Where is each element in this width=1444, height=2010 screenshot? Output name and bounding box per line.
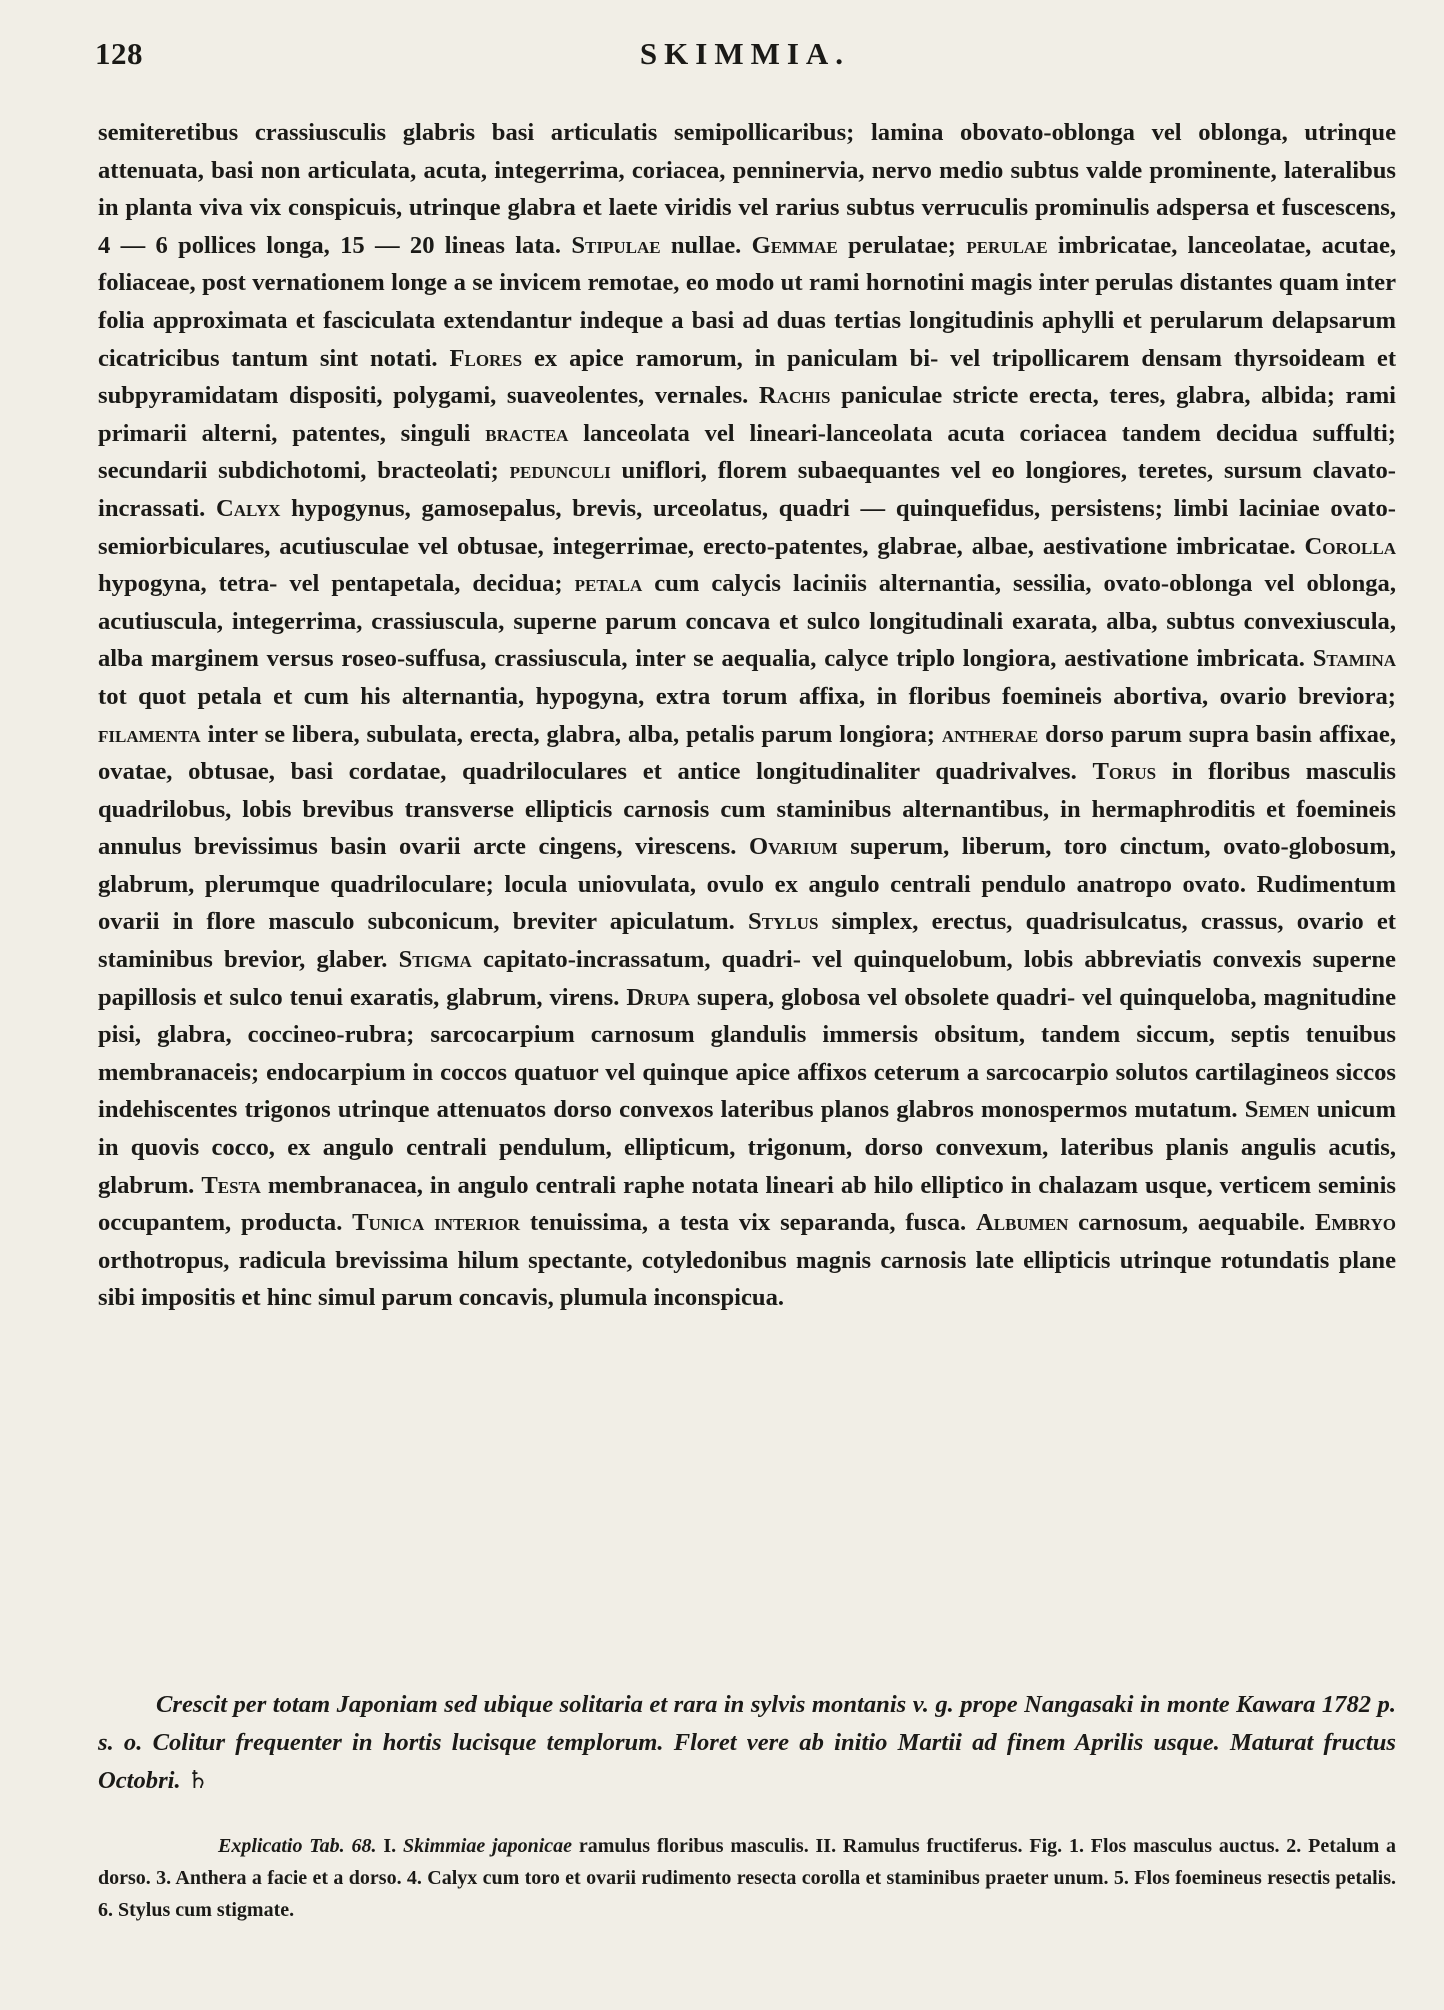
term-drupa: Drupa	[626, 983, 691, 1011]
body-text: semiteretibus crassiusculis glabris basi articulatis semipollicaribus; lamina obovato-oblonga vel oblonga, utrinque attenuata, basi non articulata, acuta, integerrima, coriacea, penninervia, nervo medio subtus valde prominente, lateralibus in planta viva vix conspicuis, utrinque glabra et laete viridis vel rarius subtus verruculis prominulis adspersa et fuscescens, 4 — 6 pollices longa, 15 — 20 lineas lata.	[98, 119, 1396, 259]
description-paragraph	[98, 114, 1396, 1317]
term-filamenta: filamenta	[98, 720, 201, 748]
body-text: carnosum, aequabile.	[1078, 1209, 1306, 1237]
body-text: dorso parum supra basin affixae, ovatae, obtusae, basi cordatae, quadriloculares et antice longitudinaliter quadrivalves.	[98, 720, 1396, 786]
term-stigma: Stigma	[398, 946, 472, 974]
running-title: SKIMMIA.	[639, 36, 851, 71]
term-torus: Torus	[1092, 758, 1157, 786]
body-text: orthotropus, radicula brevissima hilum spectante, cotyledonibus magnis carnosis late ellipticis utrinque rotundatis plane sibi impositis et hinc simul parum concavis, plumula inconspicua.	[98, 1246, 1396, 1312]
body-text: imbricatae, lanceolatae, acutae, foliaceae, post vernationem longe a se invicem remotae, eo modo ut rami hornotini magis inter perulas distantes quam inter folia approximata et fasciculata extendantur indeque a basi ad duas tertias longitudinis aphylli et perularum delapsarum cicatricibus tantum sint notati.	[98, 231, 1397, 372]
habitat-text: Crescit per totam Japoniam sed ubique solitaria et rara in sylvis montanis v. g. prope Nangasaki in monte Kawara 1782 p. s. o. Colitur frequenter in hortis lucisque templorum. Floret vere ab initio Martii ad finem Aprilis usque. Maturat fructus Octobri.	[98, 1691, 1396, 1794]
term-testa: Testa	[201, 1171, 261, 1199]
term-corolla: Corolla	[1304, 532, 1396, 560]
body-text: paniculae stricte erecta, teres, glabra, albida; rami primarii alterni, patentes, singuli	[98, 382, 1397, 447]
term-perulae: perulae	[966, 231, 1048, 259]
term-tunica-interior: Tunica interior	[352, 1209, 521, 1237]
body-text: capitato-incrassatum, quadri- vel quinquelobum, lobis abbreviatis convexis superne papillosis et sulco tenui exaratis, glabrum, virens.	[98, 946, 1396, 1011]
body-text: uniflori, florem subaequantes vel eo longiores, teretes, sursum clavato-incrassati.	[98, 457, 1396, 522]
page-header	[95, 36, 1395, 86]
body-text: inter se libera, subulata, erecta, glabra, alba, petalis parum longiora;	[207, 720, 935, 748]
body-text: cum calycis laciniis alternantia, sessilia, ovato-oblonga vel oblonga, acutiuscula, integerrima, crassiuscula, superne parum concava et sulco longitudinali exarata, alba, subtus convexiuscula, alba marginem versus roseo-suffusa, crassiuscula, inter se aequalia, calyce triplo longiora, aestivatione imbricata.	[98, 570, 1396, 673]
body-text: in floribus masculis quadrilobus, lobis brevibus transverse ellipticis carnosis cum staminibus alternantibus, in hermaphroditis et foemineis annulus brevissimus basin ovarii arcte cingens, virescens.	[98, 758, 1396, 861]
term-calyx: Calyx	[216, 494, 281, 522]
body-text: superum, liberum, toro cinctum, ovato-globosum, glabrum, plerumque quadriloculare; locula uniovulata, ovulo ex angulo centrali pendulo anatropo ovato. Rudimentum ovarii in flore masculo subconicum, breviter apiculatum.	[98, 833, 1396, 936]
body-text: lanceolata vel lineari-lanceolata acuta coriacea tandem decidua suffulti; secundarii subdichotomi, bracteolati;	[98, 419, 1396, 485]
term-embryo: Embryo	[1315, 1209, 1396, 1237]
body-text: perulatae;	[848, 231, 956, 259]
body-text: simplex, erectus, quadrisulcatus, crassus, ovario et staminibus brevior, glaber.	[98, 908, 1396, 974]
term-antherae: antherae	[941, 720, 1039, 748]
body-text: supera, globosa vel obsolete quadri- vel quinqueloba, magnitudine pisi, glabra, coccineo-rubra; sarcocarpium carnosum glandulis immersis obsitum, tandem siccum, septis tenuibus membranaceis; endocarpium in coccos quatuor vel quinque apice affixos ceterum a sarcocarpio solutos cartilagineos siccos indehiscentes trigonos utrinque attenuatos dorso convexos lateribus planos glabros monospermos mutatum.	[98, 983, 1396, 1124]
perennial-symbol: ♄	[186, 1767, 209, 1794]
term-ovarium: Ovarium	[748, 833, 838, 861]
term-gemmae: Gemmae	[751, 231, 838, 259]
species-name: Skimmiae japonicae	[402, 1835, 573, 1857]
term-pedunculi: pedunculi	[509, 457, 611, 485]
body-text: tenuissima, a testa vix separanda, fusca.	[529, 1209, 967, 1237]
habitat-paragraph	[98, 1686, 1396, 1800]
body-text: membranacea, in angulo centrali raphe notata lineari ab hilo elliptico in chalazam usque, verticem seminis occupantem, producta.	[98, 1171, 1396, 1237]
term-rachis: Rachis	[758, 382, 831, 410]
body-text: nullae.	[670, 231, 742, 259]
body-text: hypogyna, tetra- vel pentapetala, decidua;	[98, 570, 563, 598]
term-stylus: Stylus	[748, 908, 819, 936]
explicatio-text: ramulus floribus masculis. II. Ramulus fructiferus. Fig. 1. Flos masculus auctus. 2. Petalum a dorso. 3. Anthera a facie et a dorso. 4. Calyx cum toro et ovarii rudimento resecta corolla et staminibus praeter unum. 5. Flos foemineus resectis petalis. 6. Stylus cum stigmate.	[98, 1835, 1397, 1921]
explicatio-lead: Explicatio Tab. 68.	[218, 1835, 377, 1857]
body-text: hypogynus, gamosepalus, brevis, urceolatus, quadri — quinquefidus, persistens; limbi laciniae ovato-semiorbiculares, acutiusculae vel obtusae, integerrimae, erecto-patentes, glabrae, albae, aestivatione imbricatae.	[98, 494, 1396, 560]
term-stamina: Stamina	[1312, 645, 1396, 673]
term-petala: petala	[574, 570, 643, 598]
term-bractea: bractea	[485, 419, 569, 447]
body-text: ex apice ramorum, in paniculam bi- vel tripollicarem densam thyrsoideam et subpyramidatam dispositi, polygami, suaveolentes, vernales.	[98, 344, 1397, 410]
term-stipulae: Stipulae	[571, 231, 661, 259]
term-semen: Semen	[1244, 1096, 1310, 1124]
term-flores: Flores	[449, 344, 523, 372]
body-text: unicum in quovis cocco, ex angulo centrali pendulum, ellipticum, trigonum, dorso convexum, lateribus planis angulis acutis, glabrum.	[98, 1096, 1396, 1199]
page-number: 128	[95, 36, 143, 71]
body-text: tot quot petala et cum his alternantia, hypogyna, extra torum affixa, in floribus foemineis abortiva, ovario breviora;	[98, 682, 1396, 710]
explicatio-numeral: I.	[383, 1835, 397, 1857]
plate-explanation	[98, 1830, 1396, 1926]
term-albumen: Albumen	[975, 1209, 1069, 1237]
